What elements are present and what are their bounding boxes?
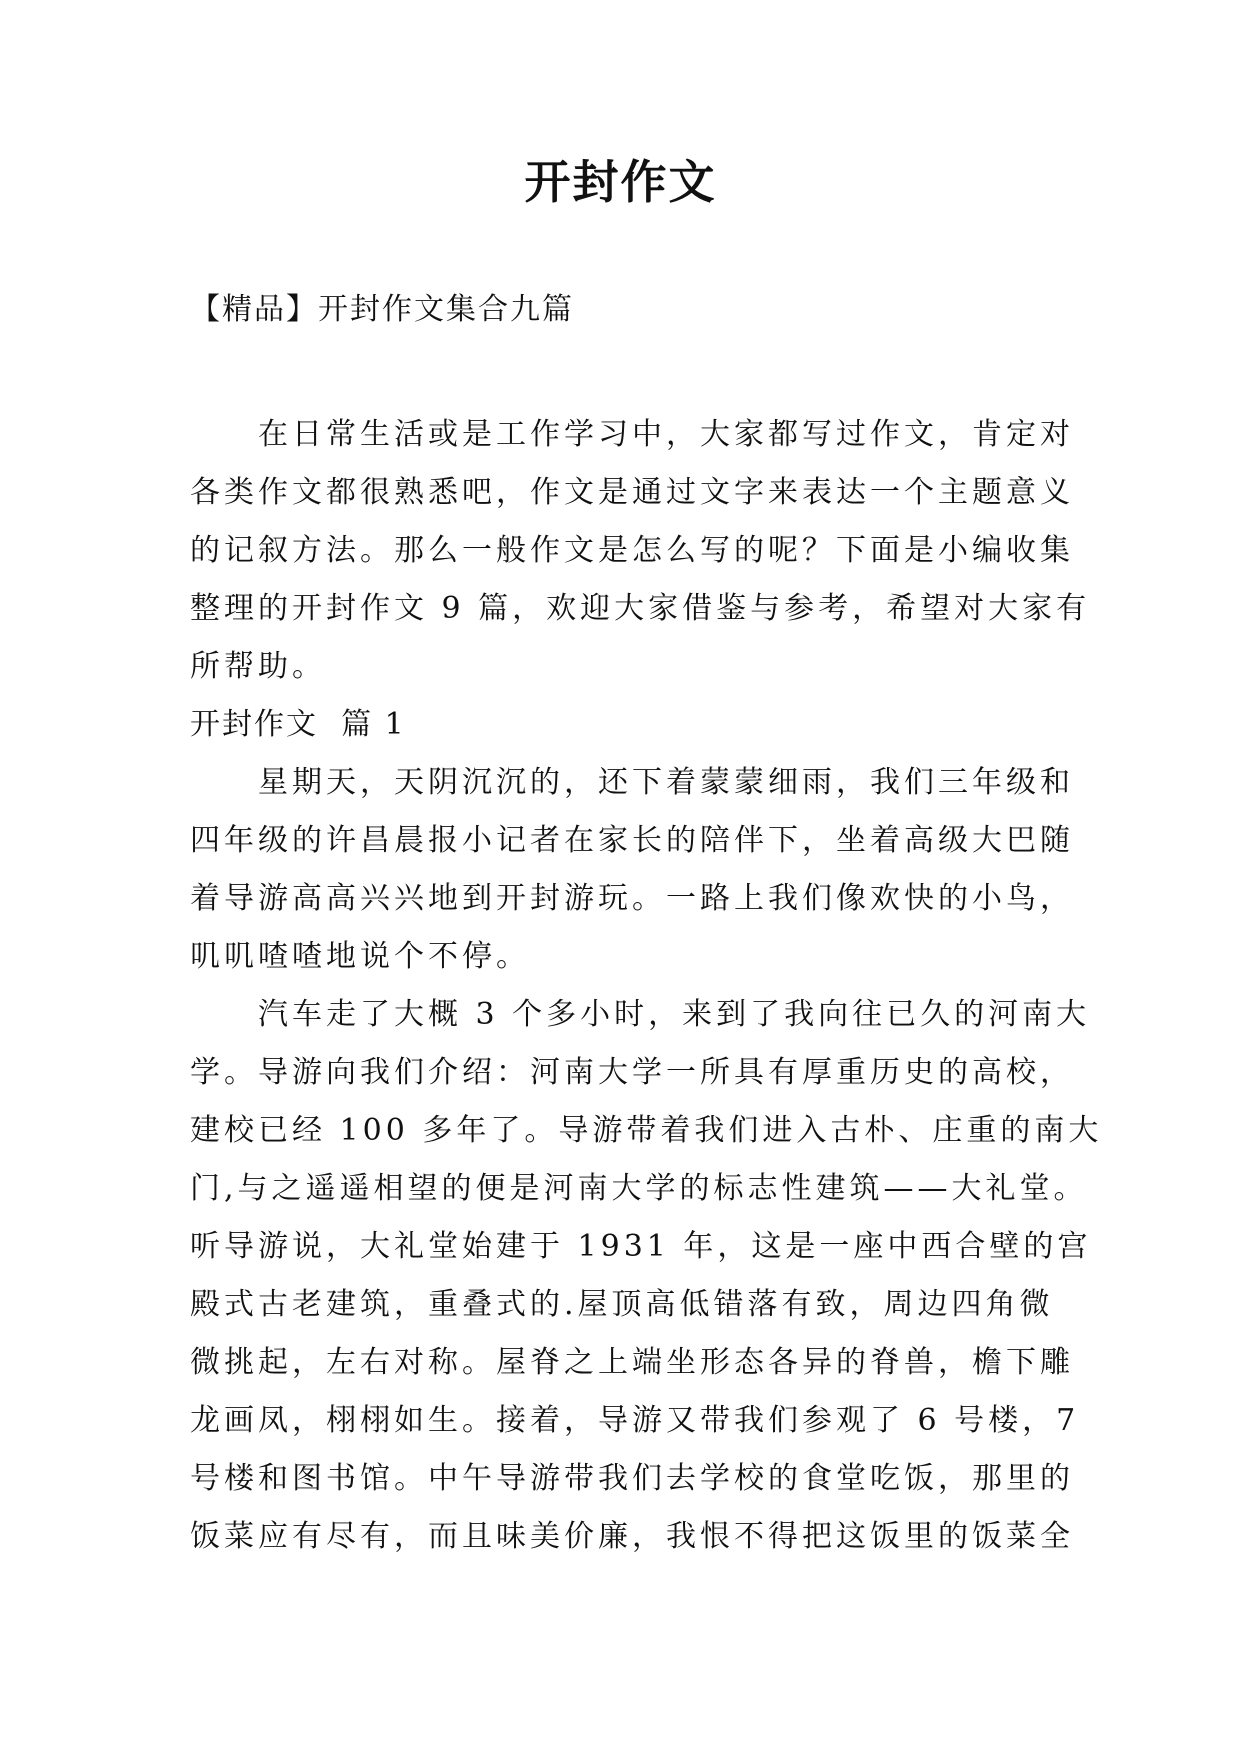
text-line: 所帮助。 xyxy=(190,649,326,684)
body-paragraph-2 xyxy=(190,986,1103,1566)
text-line: 整理的开封作文 9 篇，欢迎大家借鉴与参考，希望对大家有 xyxy=(190,591,1091,626)
text-line: 叽叽喳喳地说个不停。 xyxy=(190,939,530,974)
text-line: 各类作文都很熟悉吧，作文是通过文字来表达一个主题意义 xyxy=(190,475,1074,510)
text-line: 四年级的许昌晨报小记者在家长的陪伴下，坐着高级大巴随 xyxy=(190,823,1074,858)
text-line: 龙画凤，栩栩如生。接着，导游又带我们参观了 6 号楼，7 xyxy=(190,1403,1080,1438)
document-title: 开封作文 xyxy=(524,155,717,209)
body-paragraph-1 xyxy=(190,754,1074,986)
section-heading xyxy=(190,696,1050,754)
text-line: 汽车走了大概 3 个多小时，来到了我向往已久的河南大 xyxy=(258,997,1091,1032)
text-line: 殿式古老建筑，重叠式的.屋顶高低错落有致，周边四角微 xyxy=(190,1287,1054,1322)
text-line: 星期天，天阴沉沉的，还下着蒙蒙细雨，我们三年级和 xyxy=(258,765,1074,800)
intro-paragraph xyxy=(190,406,1091,696)
text-line: 在日常生活或是工作学习中，大家都写过作文，肯定对 xyxy=(258,417,1074,452)
text-line: 着导游高高兴兴地到开封游玩。一路上我们像欢快的小鸟， xyxy=(190,881,1074,916)
document-body xyxy=(190,406,1103,1566)
text-line: 饭菜应有尽有，而且味美价廉，我恨不得把这饭里的饭菜全 xyxy=(190,1519,1074,1554)
text-line: 号楼和图书馆。中午导游带我们去学校的食堂吃饭，那里的 xyxy=(190,1461,1074,1496)
section-heading-text: 开封作文 篇 1 xyxy=(190,707,406,742)
text-line: 门,与之遥遥相望的便是河南大学的标志性建筑——大礼堂。 xyxy=(190,1171,1088,1206)
text-line: 建校已经 100 多年了。导游带着我们进入古朴、庄重的南大 xyxy=(190,1113,1103,1148)
text-line: 听导游说，大礼堂始建于 1931 年，这是一座中西合壁的宫 xyxy=(190,1229,1092,1264)
document-subtitle: 【精品】开封作文集合九篇 xyxy=(190,292,574,327)
text-line: 的记叙方法。那么一般作文是怎么写的呢？下面是小编收集 xyxy=(190,533,1074,568)
text-line: 学。导游向我们介绍：河南大学一所具有厚重历史的高校， xyxy=(190,1055,1074,1090)
text-line: 微挑起，左右对称。屋脊之上端坐形态各异的脊兽，檐下雕 xyxy=(190,1345,1074,1380)
